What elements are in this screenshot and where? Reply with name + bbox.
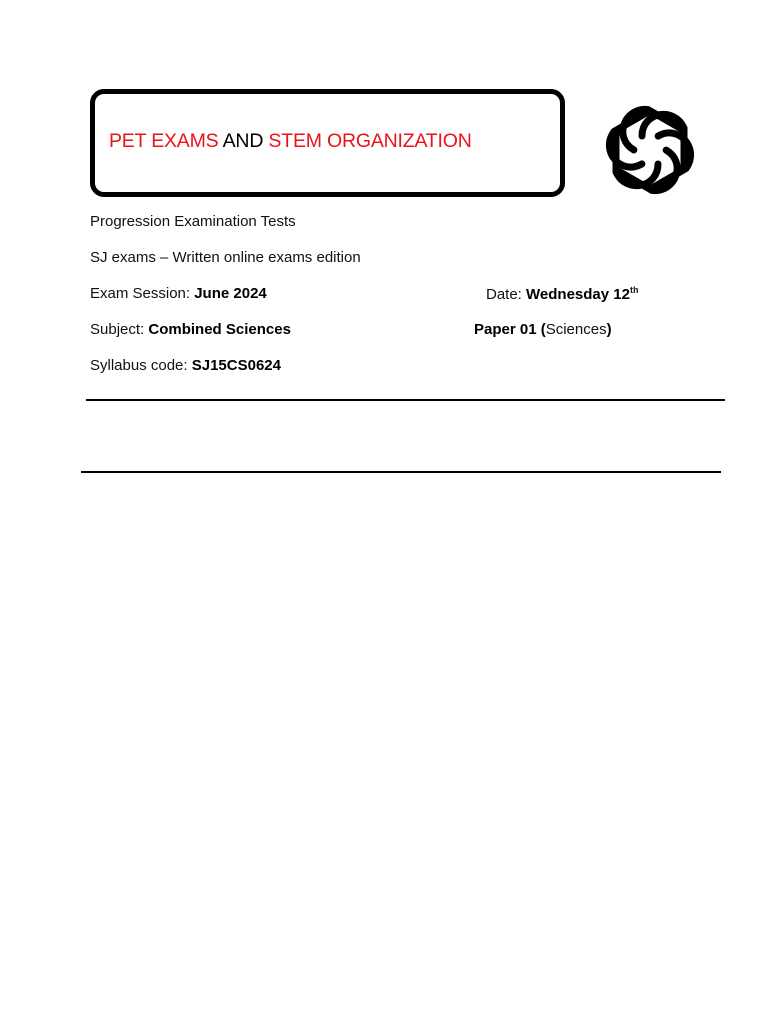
date-label: Date: bbox=[486, 286, 522, 303]
divider-top bbox=[86, 399, 725, 401]
syllabus-value: SJ15CS0624 bbox=[191, 357, 281, 374]
paper-detail: Sciences bbox=[545, 321, 607, 338]
syllabus-label: Syllabus code: bbox=[90, 357, 188, 374]
knot-logo-icon bbox=[586, 92, 714, 212]
title-part-pet-exams: PET EXAMS bbox=[109, 130, 219, 152]
paper-value: Paper 01 ( bbox=[474, 321, 546, 338]
exam-series-line: Progression Examination Tests bbox=[90, 213, 296, 230]
exam-session-line bbox=[90, 285, 267, 302]
divider-bottom bbox=[81, 471, 721, 473]
knot-logo-svg bbox=[586, 92, 714, 212]
exam-session-value: June 2024 bbox=[194, 285, 267, 302]
subject-value: Combined Sciences bbox=[148, 321, 291, 338]
subject-line bbox=[90, 321, 291, 338]
title-part-and: AND bbox=[222, 130, 264, 152]
date-suffix: th bbox=[629, 285, 639, 295]
exam-session-label: Exam Session: bbox=[90, 285, 191, 302]
paper-line bbox=[474, 321, 612, 338]
subject-label: Subject: bbox=[90, 321, 145, 338]
edition-line: SJ exams – Written online exams edition bbox=[90, 249, 361, 266]
date-line bbox=[486, 285, 638, 303]
title-part-stem: STEM ORGANIZATION bbox=[268, 130, 472, 152]
date-value: Wednesday 12 bbox=[526, 286, 630, 303]
organization-title bbox=[109, 130, 472, 153]
paper-close: ) bbox=[606, 321, 612, 338]
title-box bbox=[90, 89, 565, 197]
syllabus-line bbox=[90, 357, 281, 374]
